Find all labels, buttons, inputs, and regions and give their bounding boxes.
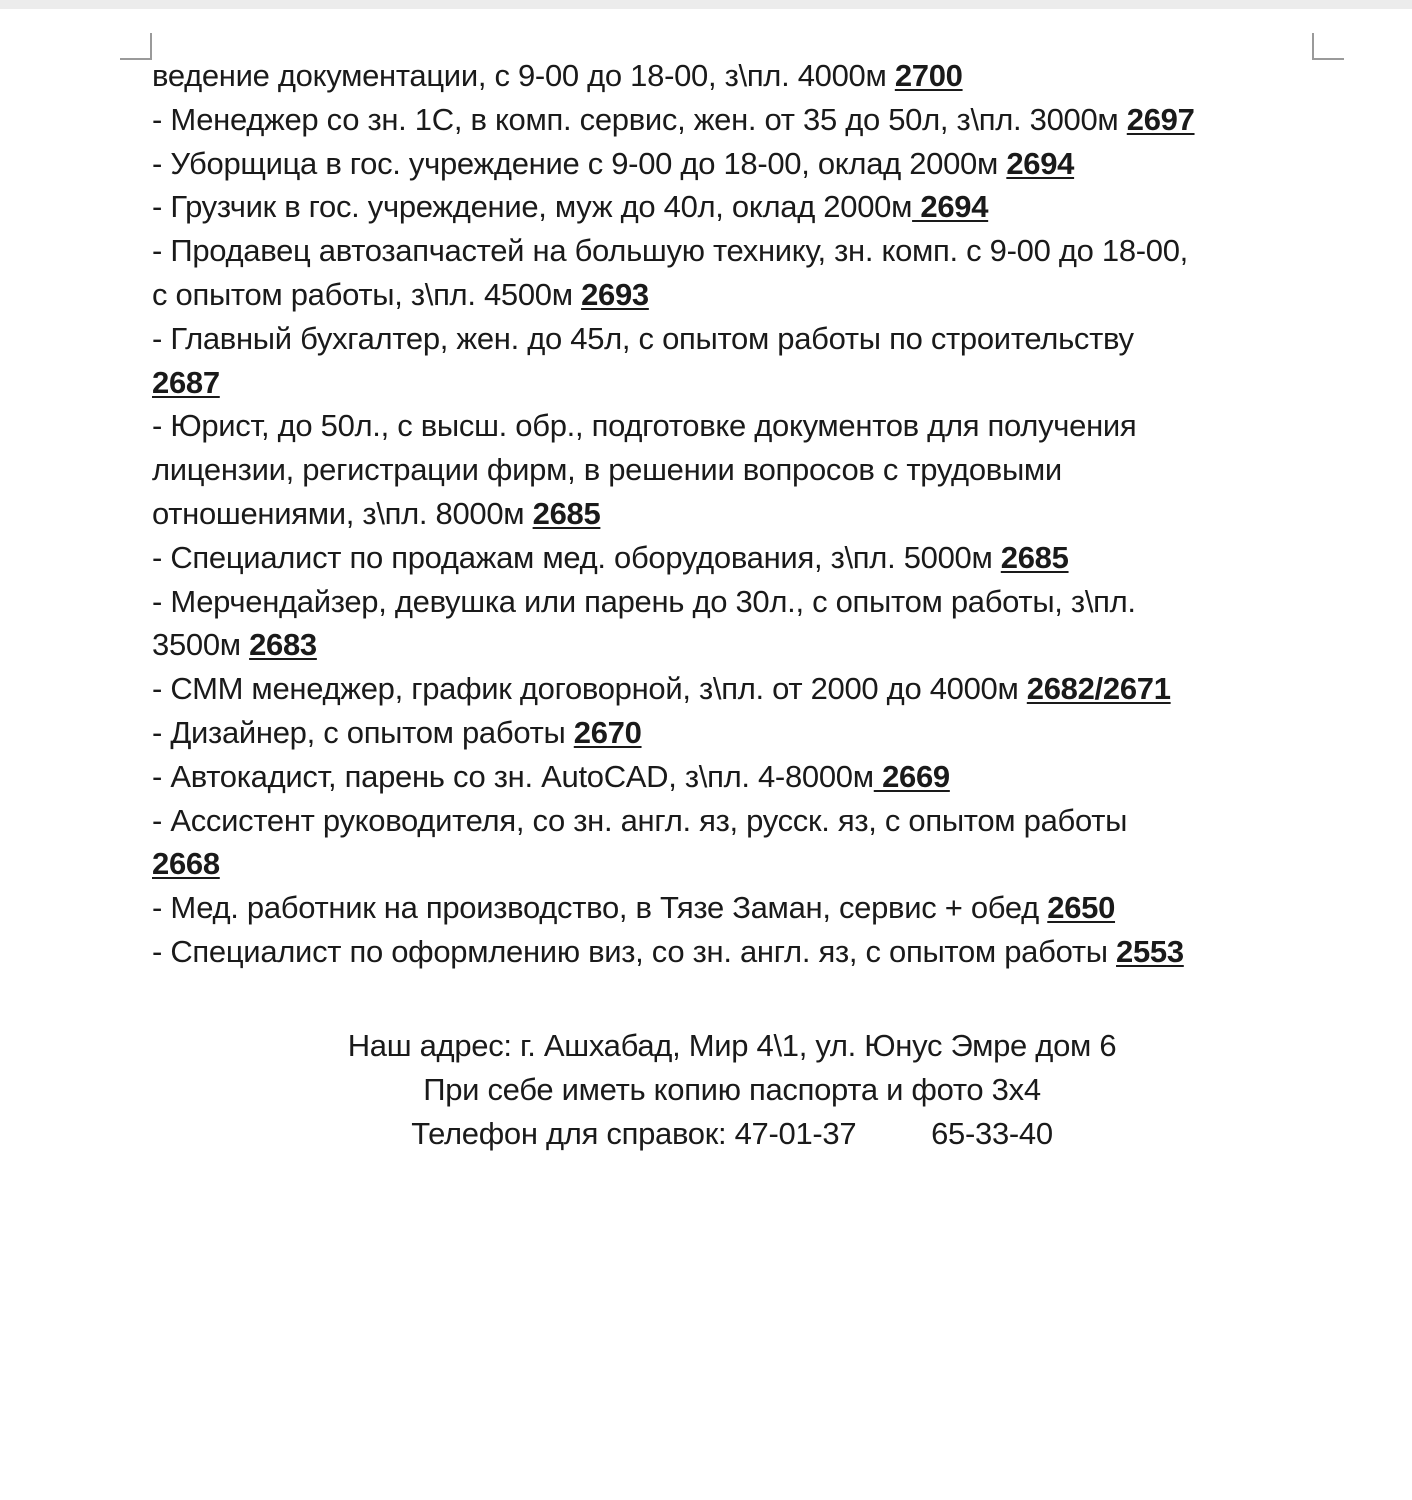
vacancy-line	[152, 755, 1332, 799]
vacancy-line	[152, 185, 1332, 229]
vacancy-ref-number: 2693	[581, 276, 649, 312]
vacancy-ref-number: 2694	[1006, 145, 1075, 181]
footer-phone: Телефон для справок: 47-01-37 65-33-40	[411, 1115, 1053, 1151]
vacancy-text: - Специалист по оформлению виз, со зн. англ. яз, с опытом работы	[152, 933, 1117, 969]
vacancy-line	[152, 273, 1332, 317]
vacancy-ref-number: 2669	[873, 758, 950, 794]
vacancy-ref-number: 2668	[152, 846, 220, 882]
vacancy-text: - Юрист, до 50л., с высш. обр., подготовке документов для получения	[152, 408, 1137, 444]
vacancy-text: - СММ менеджер, график договорной, з\пл. от 2000 до 4000м	[152, 671, 1027, 707]
margin-corner-mark-top-left	[120, 33, 152, 60]
vacancy-ref-number: 2694	[912, 189, 989, 225]
vacancy-text: ведение документации, с 9-00 до 18-00, з\пл. 4000м	[152, 58, 895, 93]
vacancy-line	[152, 492, 1332, 536]
vacancy-line	[152, 54, 1332, 98]
vacancy-line	[152, 580, 1332, 624]
top-toolbar-strip	[0, 0, 1412, 9]
vacancy-line	[152, 623, 1332, 667]
vacancy-ref-number: 2685	[1000, 539, 1069, 575]
vacancy-line	[152, 536, 1332, 580]
vacancy-line	[152, 142, 1332, 186]
vacancy-text: - Ассистент руководителя, со зн. англ. яз, русск. яз, с опытом работы	[152, 802, 1128, 838]
vacancy-text: - Менеджер со зн. 1С, в комп. сервис, жен. от 35 до 50л, з\пл. 3000м	[152, 101, 1127, 137]
vacancy-ref-number: 2670	[573, 714, 642, 750]
vacancy-line	[152, 448, 1332, 492]
vacancy-line	[152, 404, 1332, 448]
vacancy-line	[152, 842, 1332, 886]
vacancy-ref-number: 2700	[894, 58, 963, 93]
vacancy-text: лицензии, регистрации фирм, в решении вопросов с трудовыми	[152, 452, 1062, 488]
vacancy-text: с опытом работы, з\пл. 4500м	[152, 276, 582, 312]
vacancy-list	[152, 54, 1332, 974]
vacancy-ref-number: 2650	[1047, 890, 1116, 926]
vacancy-text: - Дизайнер, с опытом работы	[152, 714, 574, 750]
contact-footer	[152, 1024, 1312, 1155]
vacancy-text: - Специалист по продажам мед. оборудования, з\пл. 5000м	[152, 539, 1001, 575]
vacancy-line	[152, 98, 1332, 142]
vacancy-text: - Грузчик в гос. учреждение, муж до 40л, оклад 2000м	[152, 189, 913, 225]
footer-note: При себе иметь копию паспорта и фото 3х4	[423, 1071, 1041, 1107]
vacancy-line	[152, 886, 1332, 930]
vacancy-ref-number: 2687	[152, 364, 220, 400]
vacancy-text: 3500м	[152, 627, 250, 663]
vacancy-text: - Главный бухгалтер, жен. до 45л, с опытом работы по строительству	[152, 320, 1134, 356]
vacancy-text: - Мерчендайзер, девушка или парень до 30л., с опытом работы, з\пл.	[152, 583, 1136, 619]
vacancy-line	[152, 930, 1332, 974]
vacancy-text: - Автокадист, парень со зн. AutoCAD, з\пл. 4-8000м	[152, 758, 874, 794]
vacancy-text: - Продавец автозапчастей на большую технику, зн. комп. с 9-00 до 18-00,	[152, 233, 1188, 269]
vacancy-line	[152, 667, 1332, 711]
vacancy-ref-number: 2697	[1126, 101, 1195, 137]
vacancy-line	[152, 799, 1332, 843]
vacancy-text: отношениями, з\пл. 8000м	[152, 495, 533, 531]
vacancy-ref-number: 2553	[1116, 933, 1184, 969]
vacancy-line	[152, 711, 1332, 755]
vacancy-line	[152, 317, 1332, 361]
footer-address: Наш адрес: г. Ашхабад, Мир 4\1, ул. Юнус Эмре дом 6	[347, 1028, 1117, 1063]
vacancy-text: - Уборщица в гос. учреждение с 9-00 до 18-00, оклад 2000м	[152, 145, 1007, 181]
vacancy-line	[152, 229, 1332, 273]
vacancy-text: - Мед. работник на производство, в Тязе Заман, сервис + обед	[152, 890, 1048, 926]
vacancy-ref-number: 2685	[532, 495, 601, 531]
vacancy-ref-number: 2682/2671	[1026, 671, 1171, 707]
vacancy-ref-number: 2683	[249, 627, 317, 663]
vacancy-line	[152, 361, 1332, 405]
